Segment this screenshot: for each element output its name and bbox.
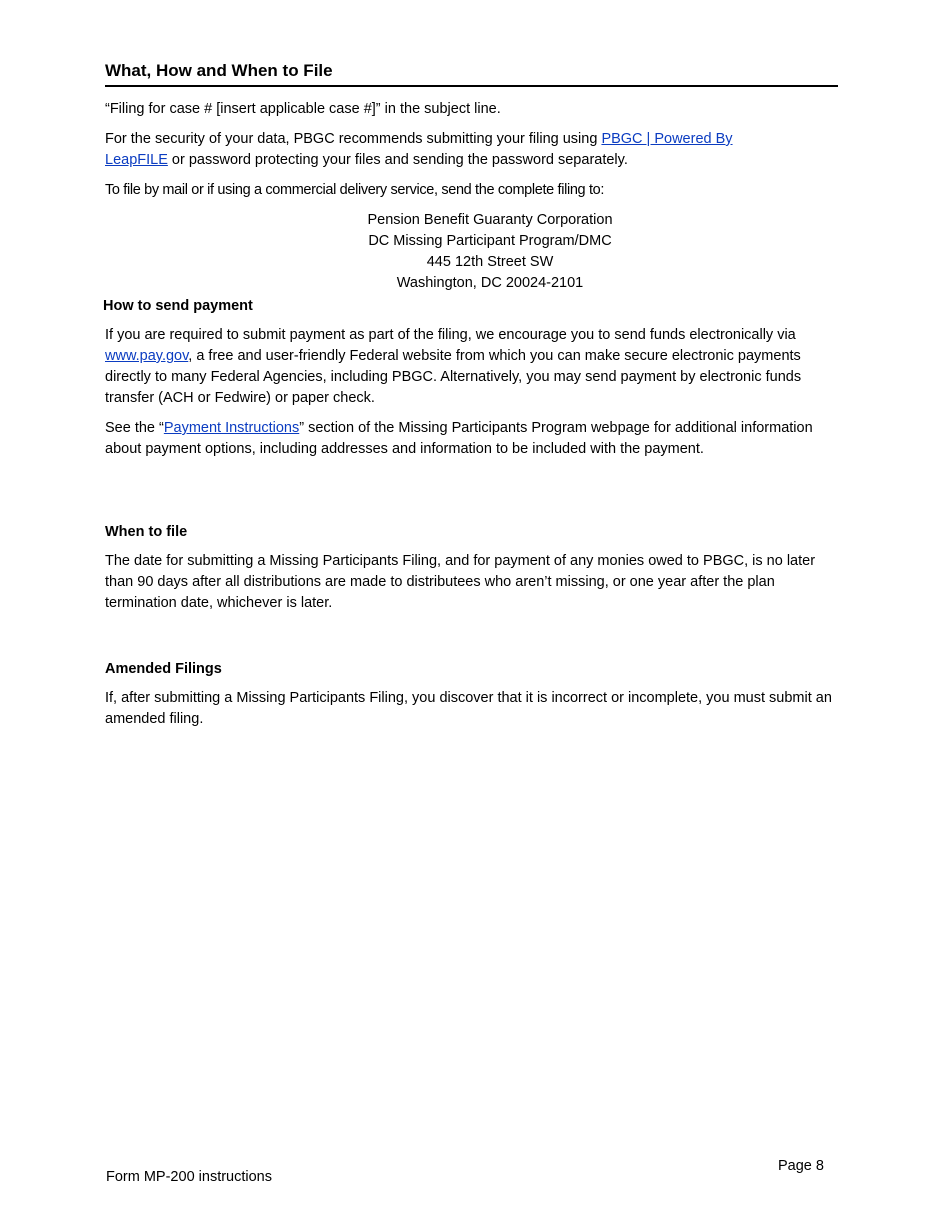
address-line-1: Pension Benefit Guaranty Corporation (367, 212, 613, 228)
security-text-after: or password protecting your files and sending the password separately. (167, 152, 628, 168)
security-text-before: For the security of your data, PBGC recommends submitting your filing using (105, 131, 602, 147)
address-line-2: DC Missing Participant Program/DMC (368, 233, 612, 249)
payment-instructions-link[interactable]: Payment Instructions (163, 420, 300, 436)
mail-instructions: To file by mail or if using a commercial delivery service, send the complete filing to: (105, 182, 605, 198)
when-to-file-paragraph: The date for submitting a Missing Participants Filing, and for payment of any monies owed to PBGC, is no later than 90 days after all distributions are made to distributees who aren’t missing, or one year after the plan termination date, whichever is later. (105, 553, 816, 611)
amended-filings-paragraph: If, after submitting a Missing Participants Filing, you discover that it is incorrect or incomplete, you must submit an amended filing. (105, 690, 832, 727)
leapfile-link[interactable]: PBGC | Powered By LeapFILE (105, 131, 733, 168)
pay-gov-link[interactable]: www.pay.gov (105, 348, 189, 364)
address-line-3: 445 12th Street SW (426, 254, 554, 270)
when-to-file-heading: When to file (105, 524, 188, 540)
page-title: What, How and When to File (105, 60, 838, 87)
security-paragraph (105, 129, 838, 171)
amended-filings-heading: Amended Filings (105, 661, 222, 677)
form-name-footer: Form MP-200 instructions (106, 1169, 272, 1185)
payment-heading: How to send payment (103, 298, 253, 314)
subject-line-paragraph: “Filing for case # [insert applicable case #]” in the subject line. (105, 101, 501, 117)
address-line-4: Washington, DC 20024-2101 (396, 275, 584, 291)
payment-instructions-paragraph: See the “Payment Instructions” section of the Missing Participants Program webpage for additional information about payment options, including addresses and information to be included with the payment. (105, 420, 813, 457)
payment-paragraph: If you are required to submit payment as part of the filing, we encourage you to send funds electronically via www.pay.gov, a free and user-friendly Federal website from which you can make secure electronic payments directly to many Federal Agencies, including PBGC. Alternatively, you may send payment by electronic funds transfer (ACH or Fedwire) or paper check. (105, 327, 802, 406)
page-number: Page 8 (778, 1158, 824, 1174)
mailing-address (105, 210, 875, 294)
